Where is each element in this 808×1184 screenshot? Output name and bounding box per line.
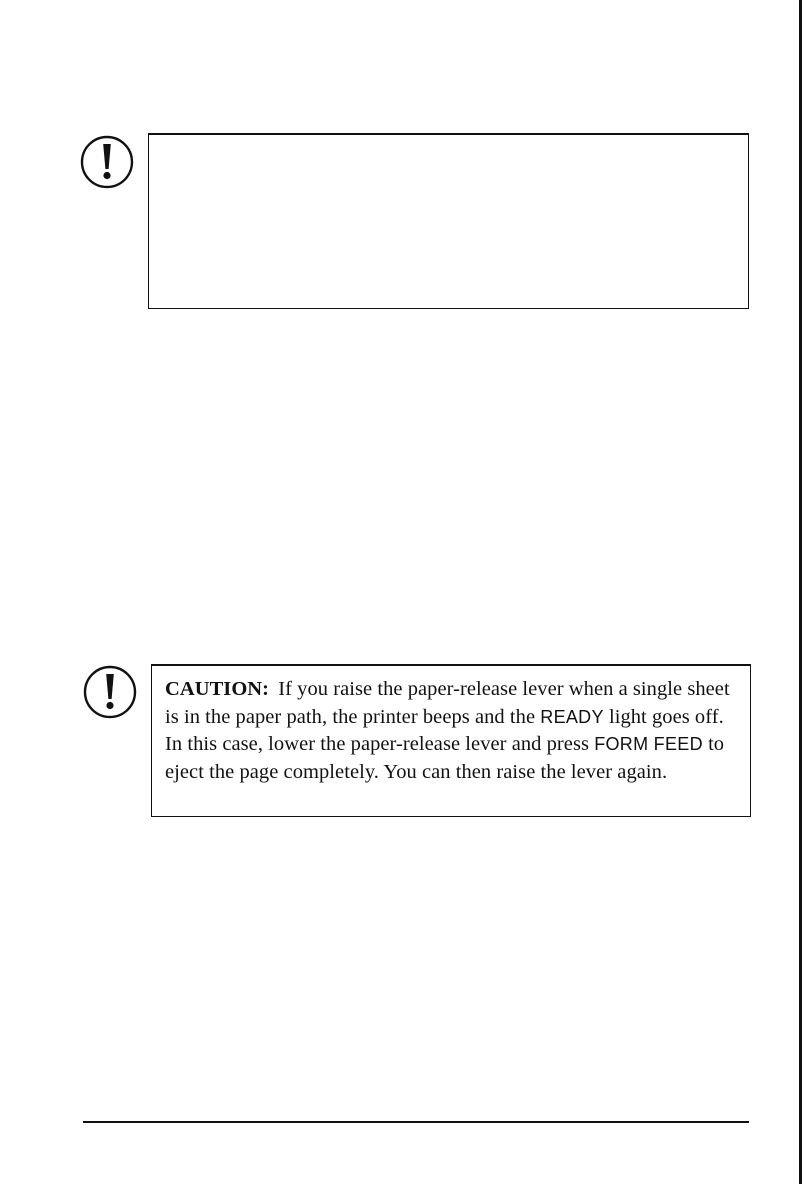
caution-label: CAUTION: [165,678,270,700]
caution-paragraph [165,676,738,786]
caution-icon [81,662,139,720]
page-edge-border [799,0,802,1184]
caution-text-part: to eject the page completely. You can then raise the lever again. [165,733,725,783]
notice-box-empty [148,133,749,309]
caution-text-part: light goes off. In this case, lower the paper-release lever and press [165,705,724,755]
caution-box [151,664,751,817]
footer-rule [83,1121,749,1123]
caution-text-part: If you raise the paper-release lever when a single sheet is in the paper path, the printer beeps and the [165,678,730,728]
form-feed-key-label: FORM FEED [594,734,703,754]
ready-key-label: READY [540,706,604,727]
caution-icon [78,132,136,190]
